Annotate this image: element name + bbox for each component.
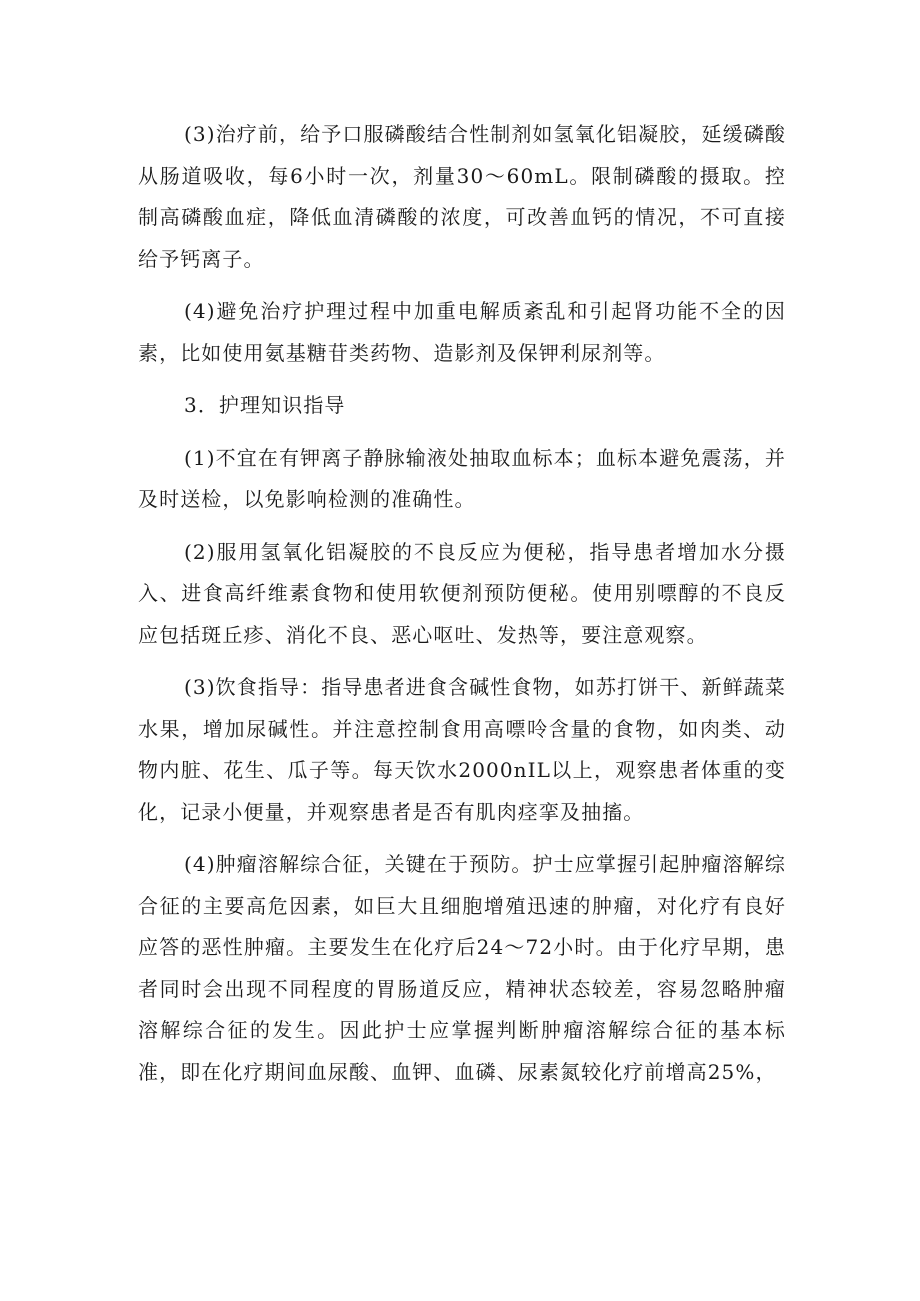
guidance-diet: (3)饮食指导：指导患者进食含碱性食物，如苏打饼干、新鲜蔬菜水果，增加尿碱性。并注意控制食用高嘌呤含量的食物，如肉类、动物内脏、花生、瓜子等。每天饮水2000nIL以上，观察患者体重的变化，记录小便量，并观察患者是否有肌肉痉挛及抽搐。 (138, 675, 786, 824)
document-body (138, 114, 786, 1104)
paragraph-avoid-factors: (4)避免治疗护理过程中加重电解质紊乱和引起肾功能不全的因素，比如使用氨基糖苷类药物、造影剂及保钾利尿剂等。 (138, 299, 786, 365)
paragraph-phosphate-binder: (3)治疗前，给予口服磷酸结合性制剂如氢氧化铝凝胶，延缓磷酸从肠道吸收，每6小时一次，剂量30～60mL。限制磷酸的摄取。控制高磷酸血症，降低血清磷酸的浓度，可改善血钙的情况，不可直接给予钙离子。 (138, 122, 786, 271)
section-heading-nursing-guidance: 3．护理知识指导 (184, 393, 346, 417)
guidance-tumor-lysis: (4)肿瘤溶解综合征，关键在于预防。护士应掌握引起肿瘤溶解综合征的主要高危因素，如巨大且细胞增殖迅速的肿瘤，对化疗有良好应答的恶性肿瘤。主要发生在化疗后24～72小时。由于化疗早期，患者同时会出现不同程度的胃肠道反应，精神状态较差，容易忽略肿瘤溶解综合征的发生。因此护士应掌握判断肿瘤溶解综合征的基本标准，即在化疗期间血尿酸、血钾、血磷、尿素氮较化疗前增高25%， (138, 852, 786, 1084)
guidance-blood-sample: (1)不宜在有钾离子静脉输液处抽取血标本；血标本避免震荡，并及时送检，以免影响检测的准确性。 (138, 445, 786, 511)
guidance-side-effects: (2)服用氢氧化铝凝胶的不良反应为便秘，指导患者增加水分摄入、进食高纤维素食物和使用软便剂预防便秘。使用别嘌醇的不良反应包括斑丘疹、消化不良、恶心呕吐、发热等，要注意观察。 (138, 539, 786, 647)
